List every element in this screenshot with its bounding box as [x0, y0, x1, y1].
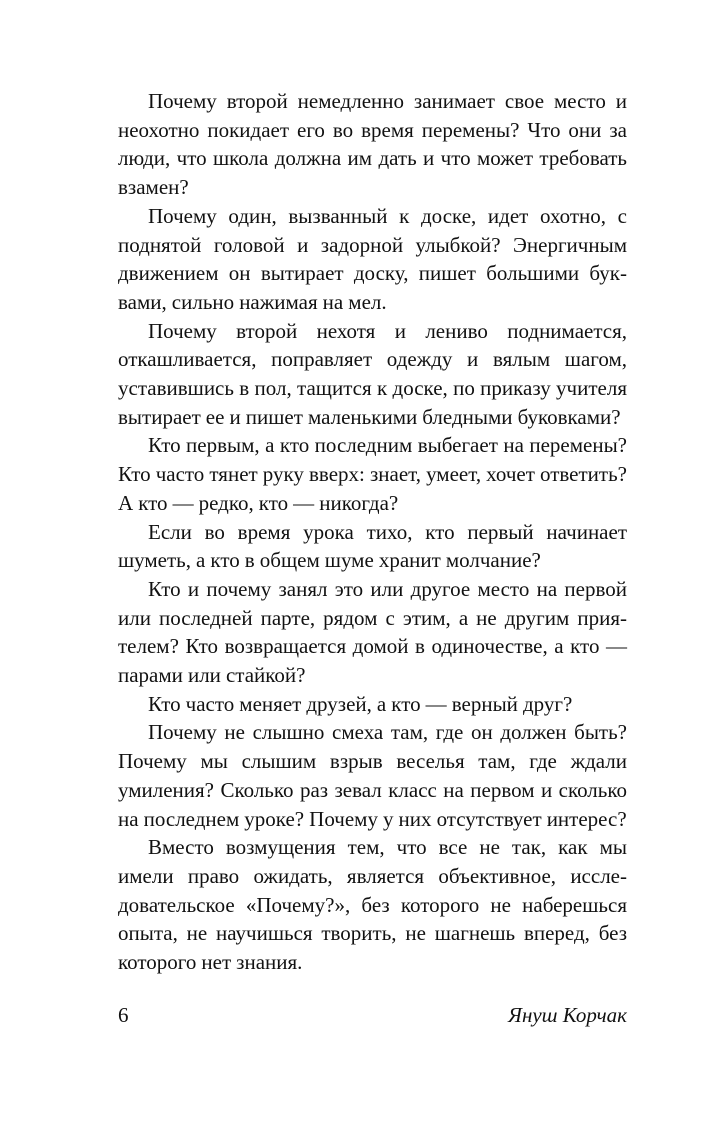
paragraph: Почему один, вызванный к доске, идет охотно, с поднятой головой и задорной улыбкой? Энергичным движением он вытирает доску, пишет большими буквами, сильно нажимая на мел.: [118, 203, 627, 314]
paragraph: Вместо возмущения тем, что все не так, как мы имели право ожидать, является объективное, исследовательское «Почему?», без которого не наберешься опыта, не научишься творить, не шагнешь вперед, без которого нет знания.: [118, 835, 627, 975]
running-author: Януш Корчак: [508, 1003, 627, 1027]
page-footer: [118, 1003, 627, 1033]
paragraph: Почему второй нехотя и лениво поднимается, откашливается, поправляет одежду и вялым шагом, уставившись в пол, тащится к доске, по приказу учителя вытирает ее и пишет маленькими бледными буковками?: [118, 318, 627, 429]
paragraph: Кто первым, а кто последним выбегает на перемены? Кто часто тянет руку вверх: знает, умеет, хочет ответить? А кто — редко, кто — никогда?: [118, 433, 627, 515]
paragraph: Почему не слышно смеха там, где он должен быть? Почему мы слышим взрыв веселья там, где ждали умиления? Сколько раз зевал класс на первом и сколько на последнем уроке? Почему у них отсутствует интерес?: [118, 720, 627, 831]
paragraph: Почему второй немедленно занимает свое место и неохотно покидает его во время перемены? Что они за люди, что школа должна им дать и что может требовать взамен?: [118, 89, 627, 200]
paragraph: Кто и почему занял это или другое место на первой или последней парте, рядом с этим, а не другим приятелем? Кто возвращается домой в одиночестве, а кто — парами или стайкой?: [118, 576, 627, 688]
page-body-text: [118, 87, 627, 977]
paragraph: Кто часто меняет друзей, а кто — верный друг?: [148, 691, 573, 716]
paragraph: Если во время урока тихо, кто первый начинает шуметь, а кто в общем шуме хранит молчание?: [118, 519, 627, 573]
page-number: 6: [118, 1003, 129, 1027]
